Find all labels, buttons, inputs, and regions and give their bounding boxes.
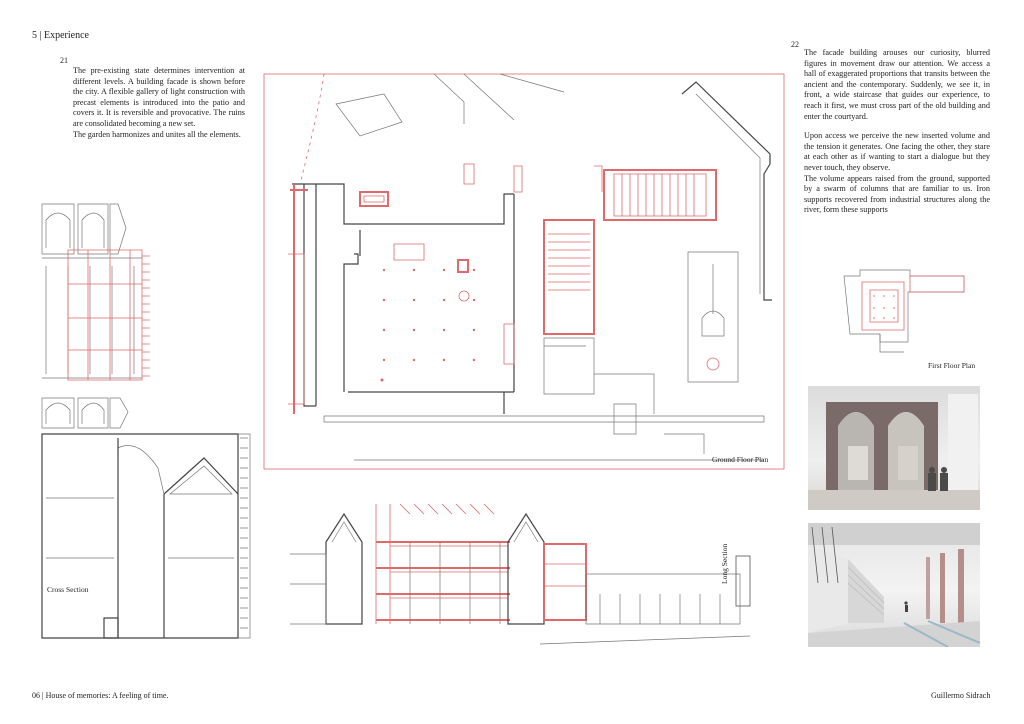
ground-floor-plan-label: Ground Floor Plan [712,455,769,464]
footer-left: 06 | House of memories: A feeling of time. [32,691,169,700]
render-arcade-interior [808,386,980,510]
footer-author: Guillermo Sidrach [931,691,991,700]
ground-floor-plan-drawing [264,74,784,474]
long-section-drawing [290,494,760,644]
right-paragraph-2: Upon access we perceive the new inserted volume and the tension it generates. One facing the other, they stare at each other as if wanting to start a dialogue but they never touch, they observe. [804,131,990,172]
long-section-label: Long Section [720,543,729,584]
paragraph-number-21: 21 [60,56,68,65]
right-paragraph-1: The facade building arouses our curiosity, blurred figures in movement draw our attention. We access a hall of exaggerated proportions that transits between the ancient and the contemporary. Suddenly, we see it, in front, a wide staircase that guides our experience, to reach it first, we must cross part of the old building and enter the courtyard. [804,48,990,121]
page-title: 5 | Experience [32,30,89,41]
first-floor-plan-drawing [840,262,980,362]
left-text-block [73,66,245,140]
cross-section-label: Cross Section [47,585,89,594]
right-text-block [804,48,990,216]
paragraph-number-22: 22 [791,40,799,49]
cross-section-drawing [38,198,268,668]
first-floor-plan-label: First Floor Plan [928,361,976,370]
right-paragraph-3: The volume appears raised from the ground, supported by a swarm of columns that are familiar to us. Iron supports recovered from industrial structures along the river, form these supports [804,173,990,215]
left-paragraph-2: The garden harmonizes and unites all the elements. [73,129,241,139]
render-staircase-interior [808,523,980,647]
left-paragraph-1: The pre-existing state determines intervention at different levels. A building facade is shown before the city. A flexible gallery of light construction with precast elements is introduced into the patio and covers it. It is reversible and provocative. The ruins are consolidated becoming a new set. [73,66,245,128]
